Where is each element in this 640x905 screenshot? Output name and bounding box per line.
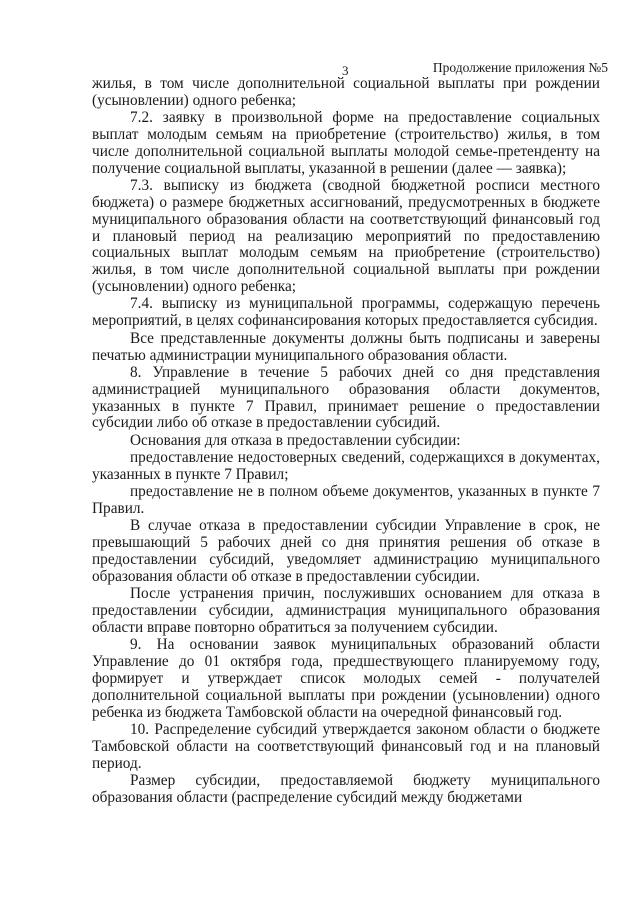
paragraph-8: 8. Управление в течение 5 рабочих дней со дня представления администрацией муниципального образования области документов, указанных в пункте 7 Правил, принимает решение о предоставлении субсидии либо об отказе в предоставлении субсидий.	[92, 363, 600, 432]
paragraph-refusal-grounds: Основания для отказа в предоставлении субсидии:	[130, 431, 461, 449]
paragraph-ground-false-info: предоставление недостоверных сведений, содержащихся в документах, указанных в пункте 7 Правил;	[92, 449, 600, 483]
page-number: 3	[342, 63, 349, 78]
paragraph-10: 10. Распределение субсидий утверждается законом области о бюджете Тамбовской области на соответствующий финансовый год и на плановый период.	[92, 721, 600, 772]
paragraph-refusal-notice: В случае отказа в предоставлении субсидии Управление в срок, не превышающий 5 рабочих дней со дня принятия решения об отказе в предоставлении субсидий, уведомляет администрацию муниципального образования области об отказе в предоставлении субсидии.	[92, 517, 600, 585]
paragraph-9: 9. На основании заявок муниципальных образований области Управление до 01 октября года, предшествующего планируемому году, формирует и утверждает список молодых семей - получателей дополнительной социальной выплаты при рождении (усыновлении) одного ребенка из бюджета Тамбовской области на очередной финансовый год.	[92, 636, 600, 721]
paragraph-subsidy-size: Размер субсидии, предоставляемой бюджету муниципального образования области (распределение субсидий между бюджетами	[92, 772, 600, 806]
appendix-note: Продолжение приложения №5	[432, 60, 608, 75]
paragraph-reapply: После устранения причин, послуживших основанием для отказа в предоставлении субсидии, администрация муниципального образования области вправе повторно обратиться за получением субсидии.	[92, 585, 600, 636]
paragraph-7-2: 7.2. заявку в произвольной форме на предоставление социальных выплат молодым семьям на приобретение (строительство) жилья, в том числе дополнительной социальной выплаты молодой семье-претенденту на получение социальной выплаты, указанной в решении (далее — заявка);	[92, 109, 600, 177]
paragraph-ground-incomplete: предоставление не в полном объеме документов, указанных в пункте 7 Правил.	[92, 483, 600, 518]
paragraph-7-4: 7.4. выписку из муниципальной программы, содержащую перечень мероприятий, в целях софинансирования которых предоставляется субсидия.	[92, 295, 600, 330]
paragraph-7-3: 7.3. выписку из бюджета (сводной бюджетной росписи местного бюджета) о размере бюджетных ассигнований, предусмотренных в бюджете муниципального образования области на соответствующий финансовый год и плановый период на реализацию мероприятий по предоставлению социальных выплат молодым семьям на приобретение (строительство) жилья, в том числе дополнительной социальной выплаты при рождении (усыновлении) одного ребенка;	[92, 177, 600, 296]
paragraph-documents-signed: Все представленные документы должны быть подписаны и заверены печатью администрации муниципального образования области.	[92, 329, 600, 364]
document-body	[92, 76, 600, 807]
paragraph-continuation: жилья, в том числе дополнительной социальной выплаты при рождении (усыновлении) одного ребенка;	[92, 75, 600, 109]
